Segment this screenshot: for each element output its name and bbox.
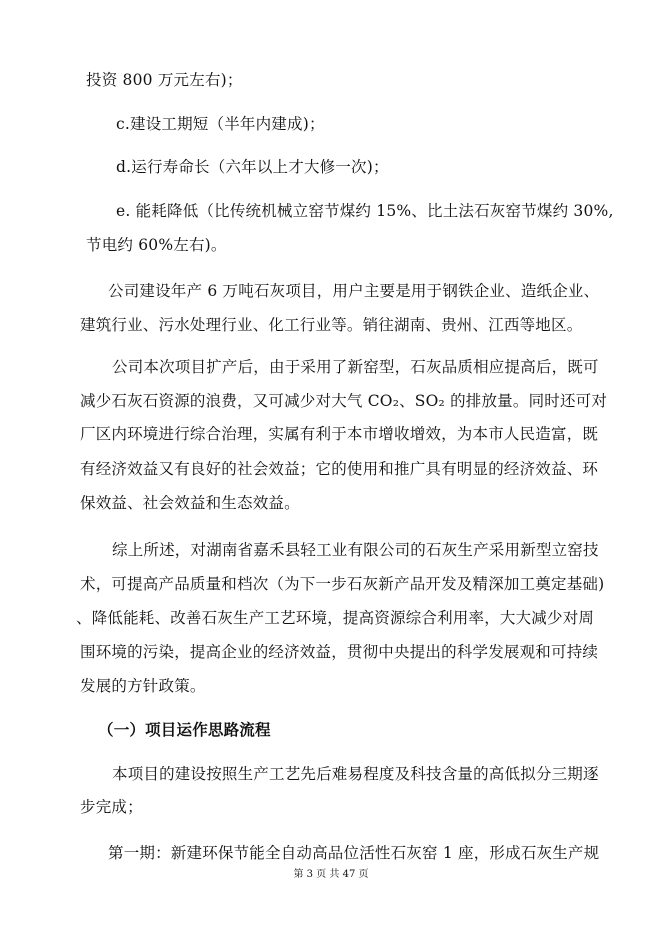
text-line: 节电约 60%左右)。 [86, 236, 227, 254]
text-line: 投资 800 万元左右)； [86, 71, 243, 89]
text-line: 围环境的污染，提高企业的经济效益，贯彻中央提出的科学发展观和可持续 [80, 643, 599, 661]
text-line: 保效益、社会效益和生态效益。 [80, 494, 300, 512]
text-line: 第一期：新建环保节能全自动高品位活性石灰窑 1 座，形成石灰生产规 [108, 844, 600, 862]
text-line: 公司本次项目扩产后，由于采用了新窑型，石灰品质相应提高后，既可 [112, 358, 599, 376]
text-line: 减少石灰石资源的浪费，又可减少对大气 CO₂、SO₂ 的排放量。同时还可对 [80, 392, 608, 410]
text-line: 发展的方针政策。 [80, 677, 206, 695]
text-line: d.运行寿命长（六年以上才大修一次)； [116, 158, 389, 176]
text-line: c.建设工期短（半年内建成)； [116, 115, 325, 133]
text-line: 建筑行业、污水处理行业、化工行业等。销往湖南、贵州、江西等地区。 [80, 316, 583, 334]
text-line: 步完成； [80, 798, 143, 816]
text-line: 公司建设年产 6 万吨石灰项目，用户主要是用于钢铁企业、造纸企业、 [108, 282, 600, 300]
text-line: 厂区内环境进行综合治理，实属有利于本市增收增效，为本市人民造富，既 [80, 425, 599, 443]
text-line: 综上所述，对湖南省嘉禾县轻工业有限公司的石灰生产采用新型立窑技 [112, 541, 599, 559]
page-number-footer: 第 3 页 共 47 页 [293, 869, 369, 880]
text-line: e. 能耗降低（比传统机械立窑节煤约 15%、比土法石灰窑节煤约 30%, [116, 202, 614, 220]
text-line: 有经济效益又有良好的社会效益；它的使用和推广具有明显的经济效益、环 [80, 460, 599, 478]
section-heading: （一）项目运作思路流程 [98, 720, 271, 739]
text-line: 本项目的建设按照生产工艺先后难易程度及科技含量的高低拟分三期逐 [112, 765, 599, 783]
text-line: 、降低能耗、改善石灰生产工艺环境，提高资源综合利用率，大大减少对周 [76, 609, 595, 627]
text-line: 术，可提高产品质量和档次（为下一步石灰新产品开发及精深加工奠定基础) [80, 575, 605, 593]
